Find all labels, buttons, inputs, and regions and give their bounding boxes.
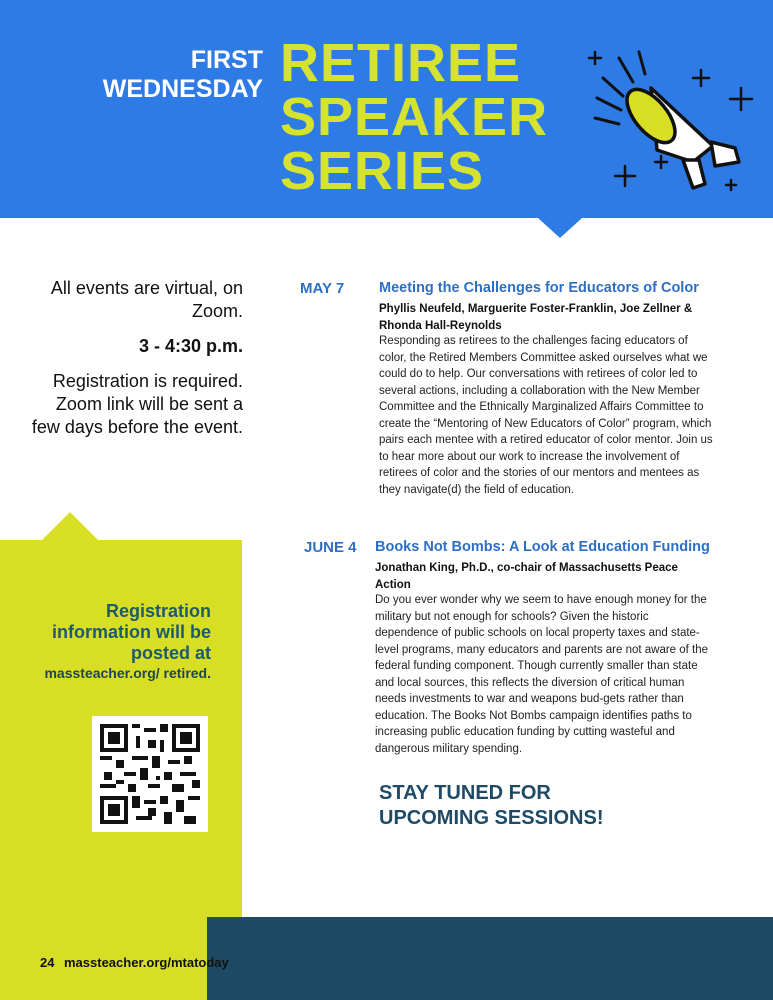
footer-site-link[interactable]: massteacher.org/mtatoday [64,955,229,970]
cta-line-2: UPCOMING SESSIONS! [379,807,604,829]
title-line-1: RETIREE [280,33,522,93]
page-number: 24 [40,955,55,970]
event-intro [23,277,243,451]
megaphone-icon [565,30,765,200]
event-speakers: Jonathan King, Ph.D., co-chair of Massachusetts Peace Action [375,562,678,591]
kicker-line-1: FIRST [190,46,263,74]
footer-band [207,917,773,1000]
header-notch [538,218,582,238]
virtual-note: All events are virtual, on Zoom. [50,278,243,321]
side-panel-notch [42,512,98,540]
event-date: MAY 7 [300,280,345,297]
cta-line-1: STAY TUNED FOR [379,782,551,804]
registration-note: Registration is required. Zoom link will be sent a few days before the event. [31,371,243,437]
stay-tuned-callout [379,781,603,831]
event-time: 3 - 4:30 p.m. [138,336,243,356]
event-date: JUNE 4 [304,539,357,556]
event-description: Do you ever wonder why we seem to have enough money for the military but not enough for schools? Given the historic dependence of public schools on local property taxes and state-level programs, many educators and parents are not aware of the federal funding component. Though currently smaller than state and local sources, this reflects the diversion of critical human needs investments to war and weapons bud-gets rather than education. The Books Not Bombs campaign identifies paths to increasing public education funding by cutting wasteful and dangerous military spending. [375,594,709,755]
registration-info: Registration information will be posted at [51,601,211,663]
title-line-3: SERIES [280,141,485,201]
title-line-2: SPEAKER [280,87,549,147]
header-banner [0,0,773,218]
qr-code[interactable] [92,716,208,832]
series-kicker [103,46,263,104]
event-speakers: Phyllis Neufeld, Marguerite Foster-Franklin, Joe Zellner & Rhonda Hall-Reynolds [379,303,693,332]
event-description: Responding as retirees to the challenges facing educators of color, the Retired Members Committee asked ourselves what we could do to help. Our conversations with retirees of color led to several actions, including a collaboration with the New Member Committee and the Ethnically Marginalized Affairs Committee to create the “Mentoring of New Educators of Color” program, which pairs each mentee with a retired educator of color mentor. Join us to hear more about our work to increase the involvement of retirees of color and the stories of our mentors and mentees as they navigate(d) the field of education. [379,335,713,496]
page-title [280,33,549,201]
event-title: Books Not Bombs: A Look at Education Funding [375,539,710,555]
registration-link[interactable]: massteacher.org/ retired. [44,665,211,681]
kicker-line-2: WEDNESDAY [102,75,263,103]
event-title: Meeting the Challenges for Educators of Color [379,280,699,296]
